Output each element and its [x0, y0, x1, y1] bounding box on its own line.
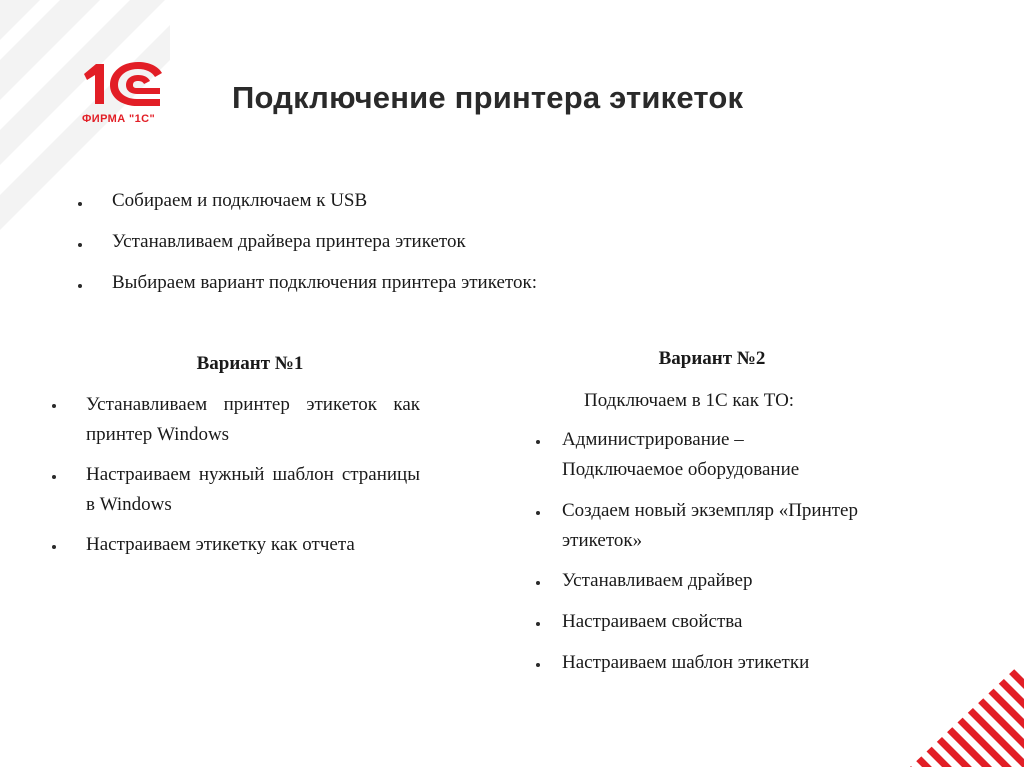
bullet-dot	[536, 622, 540, 626]
bullet-dot	[78, 243, 82, 247]
variant1-heading: Вариант №1	[196, 353, 304, 374]
intro-item-2: Устанавливаем драйвера принтера этикеток	[112, 231, 466, 252]
variant2-heading: Вариант №2	[658, 348, 766, 369]
bullet-dot	[536, 511, 540, 515]
intro-item-3: Выбираем вариант подключения принтера этикеток:	[112, 272, 537, 293]
variant2-item-4: Настраиваем свойства	[562, 611, 743, 632]
intro-item-1: Собираем и подключаем к USB	[112, 190, 368, 211]
bullet-dot	[536, 663, 540, 667]
bullet-dot	[536, 581, 540, 585]
1c-logo	[80, 58, 174, 126]
bullet-dot	[536, 440, 540, 444]
variant2-item-5: Настраиваем шаблон этикетки	[562, 652, 810, 673]
bullet-dot	[78, 284, 82, 288]
bullet-dot	[52, 404, 56, 408]
variant2-item-1: Администрирование – Подключаемое оборудование	[562, 429, 800, 480]
variant2-subheading: Подключаем в 1С как ТО:	[584, 390, 795, 411]
variant2-item-3: Устанавливаем драйвер	[562, 570, 753, 591]
slide-title: Подключение принтера этикеток	[232, 80, 744, 115]
bullet-dot	[52, 475, 56, 479]
variant2-item-2: Создаем новый экземпляр «Принтер этикеток»	[562, 500, 858, 551]
decorative-stripes-bottom-right	[900, 640, 1024, 767]
variant1-item-2: Настраиваем нужный шаблон страницы в Windows	[86, 464, 420, 515]
variant1-item-1: Устанавливаем принтер этикеток как принтер Windows	[86, 394, 420, 445]
variant1-item-3: Настраиваем этикетку как отчета	[86, 534, 355, 555]
bullet-dot	[78, 202, 82, 206]
svg-text:ФИРМА "1С": ФИРМА "1С"	[82, 113, 156, 125]
bullet-dot	[52, 545, 56, 549]
